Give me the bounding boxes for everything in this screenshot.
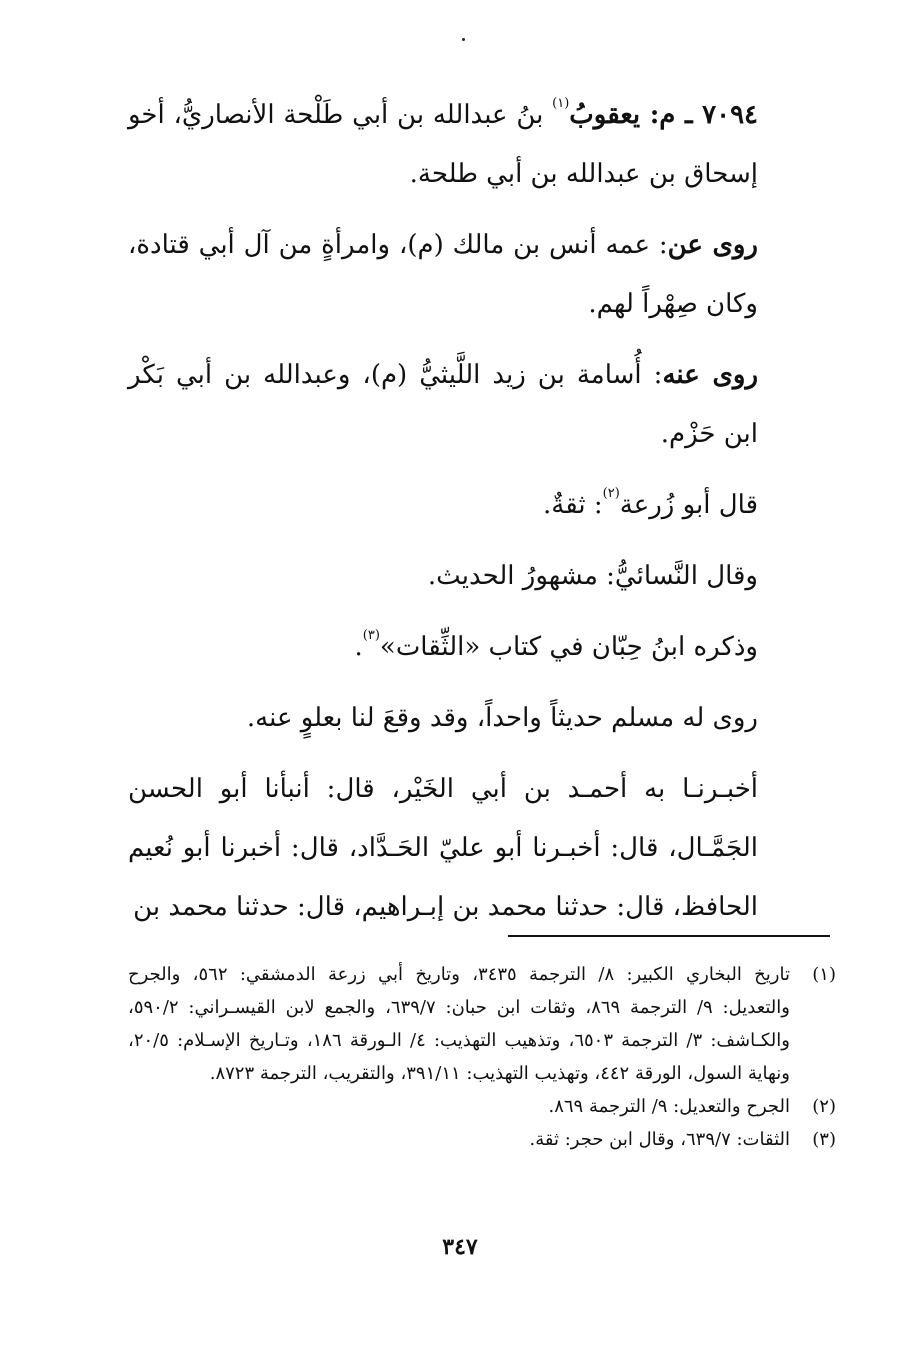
footnote-number: (٣) xyxy=(812,1129,836,1150)
rawa-an-paragraph xyxy=(128,216,836,334)
entry-title: ٧٠٩٤ ـ م: يعقوبُ xyxy=(569,100,759,130)
footnote-item xyxy=(128,1123,836,1156)
entry-lineage: بنُ عبدالله بن أبي طَلْحة الأنصاريُّ، أخو إسحاق بن عبدالله بن أبي طلحة. xyxy=(128,100,758,189)
footnote-divider xyxy=(508,935,830,937)
header-dot xyxy=(462,38,465,41)
abu-zura-text-b: : ثقةٌ. xyxy=(543,490,603,520)
footnote-ref-2[interactable]: (٢) xyxy=(602,486,620,502)
rawa-an-label: روى عن xyxy=(667,230,758,260)
footnote-item xyxy=(128,1090,836,1123)
rawa-anhu-text: : أُسامة بن زيد اللَّيثيُّ (م)، وعبدالله بن أبي بَكْر ابن حَزْم. xyxy=(128,360,758,449)
muslim-paragraph xyxy=(128,689,836,748)
nasai-paragraph xyxy=(128,547,836,606)
isnad-text: أخبـرنـا به أحمـد بن أبي الخَيْر، قال: أنبأنا أبو الحسن الجَمَّـال، قال: أخبـرنا أبو عليّ الحَـدَّاد، قال: أخبرنا أبو نُعيم الحافظ، قال: حدثنا محمد بن إبـراهيم، قال: حدثنا محمد بن xyxy=(128,774,758,922)
footnote-number: (١) xyxy=(812,964,836,985)
footnote-text: الجرح والتعديل: ٩/ الترجمة ٨٦٩. xyxy=(548,1096,790,1117)
footnote-ref-3[interactable]: (٣) xyxy=(362,628,380,644)
rawa-anhu-paragraph xyxy=(128,346,836,464)
muslim-text: روى له مسلم حديثاً واحداً، وقد وقعَ لنا بعلوٍ عنه. xyxy=(246,703,758,733)
abu-zura-paragraph xyxy=(128,476,836,535)
footnote-item xyxy=(128,958,836,1090)
ibn-hibban-paragraph xyxy=(128,618,836,677)
ibn-hibban-text-b: . xyxy=(354,632,363,662)
footnote-ref-1[interactable]: (١) xyxy=(552,96,570,112)
entry-heading xyxy=(128,86,836,204)
nasai-text: وقال النَّسائيُّ: مشهورُ الحديث. xyxy=(427,561,758,591)
rawa-anhu-label: روى عنه xyxy=(662,360,759,390)
footnotes xyxy=(128,958,836,1156)
page-number: ٣٤٧ xyxy=(442,1234,478,1260)
rawa-an-text: : عمه أنس بن مالك (م)، وامرأةٍ من آل أبي قتادة، وكان صِهْراً لهم. xyxy=(128,230,758,319)
abu-zura-text-a: قال أبو زُرعة xyxy=(619,490,758,520)
footnote-number: (٢) xyxy=(812,1096,836,1117)
ibn-hibban-text-a: وذكره ابنُ حِبّان في كتاب «الثِّقات» xyxy=(379,632,758,662)
footnote-text: تاريخ البخاري الكبير: ٨/ الترجمة ٣٤٣٥، وتاريخ أبي زرعة الدمشقي: ٥٦٢، والجرح والتعديل: ٩/ الترجمة ٨٦٩، وثقات ابن حبان: ٦٣٩/٧، والجمع لابن القيسـراني: ٥٩٠/٢، والكـاشف: ٣/ الترجمة ٦٥٠٣، وتذهيب التهذيب: ٤/ الـورقة ١٨٦، وتـاريخ الإسـلام: ٢٠/٥، ونهاية السول، الورقة ٤٤٢، وتهذيب التهذيب: ٣٩١/١١، والتقريب، الترجمة ٨٧٢٣. xyxy=(128,964,790,1084)
main-text xyxy=(128,86,836,949)
isnad-paragraph xyxy=(128,760,836,937)
footnote-text: الثقات: ٦٣٩/٧، وقال ابن حجر: ثقة. xyxy=(529,1129,790,1150)
